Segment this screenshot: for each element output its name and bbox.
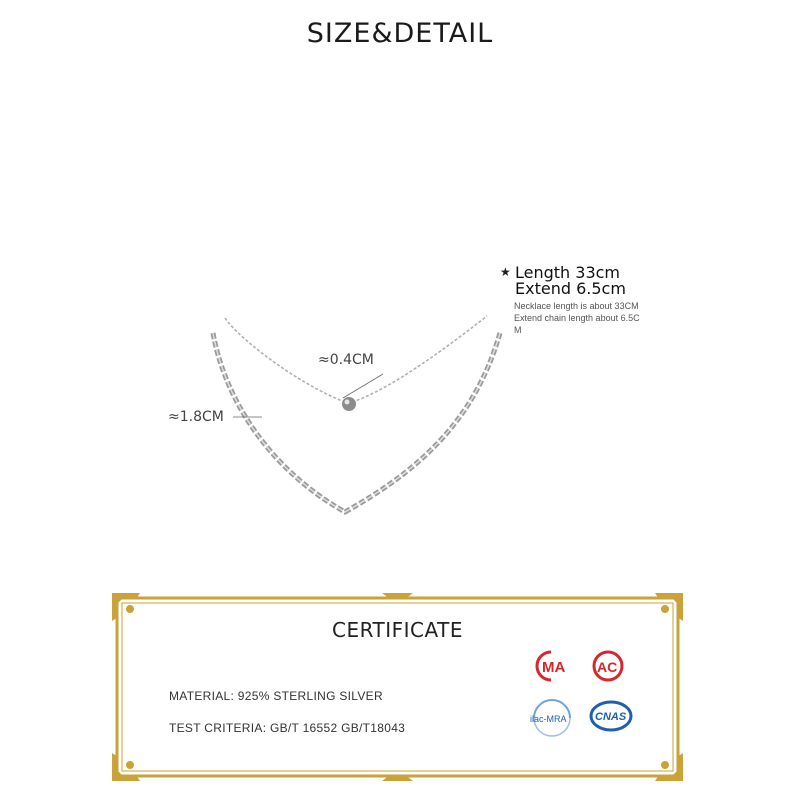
bead-size-label: ≈0.4CM	[318, 352, 374, 368]
cma-logo-icon	[528, 649, 574, 683]
length-text: Length 33cm	[515, 265, 621, 282]
length-description: Necklace length is about 33CM Extend chain length about 6.5CM	[514, 301, 640, 335]
cnas-logo-icon	[588, 697, 634, 735]
cal-logo-text: AC	[597, 659, 618, 675]
ilac-mra-logo-icon	[528, 697, 576, 739]
test-criteria-text: TEST CRITERIA: GB/T 16552 GB/T18043	[169, 721, 406, 735]
star-icon: ★	[500, 265, 511, 279]
chain-width-label: ≈1.8CM	[168, 409, 224, 425]
extend-text: Extend 6.5cm	[515, 279, 626, 298]
length-spec	[500, 265, 645, 336]
material-text: MATERIAL: 925% STERLING SILVER	[169, 689, 383, 703]
ilac-logo-text: ilac-MRA	[530, 714, 567, 724]
bead-leader-line	[343, 374, 383, 398]
silver-bead	[342, 397, 356, 411]
cma-logo-text: MA	[542, 659, 566, 676]
certificate-title: CERTIFICATE	[331, 618, 463, 642]
cnas-logo-text: CNAS	[595, 711, 627, 723]
certificate-panel	[110, 591, 685, 783]
page-title: SIZE&DETAIL	[306, 18, 494, 49]
cal-logo-icon	[588, 649, 628, 683]
